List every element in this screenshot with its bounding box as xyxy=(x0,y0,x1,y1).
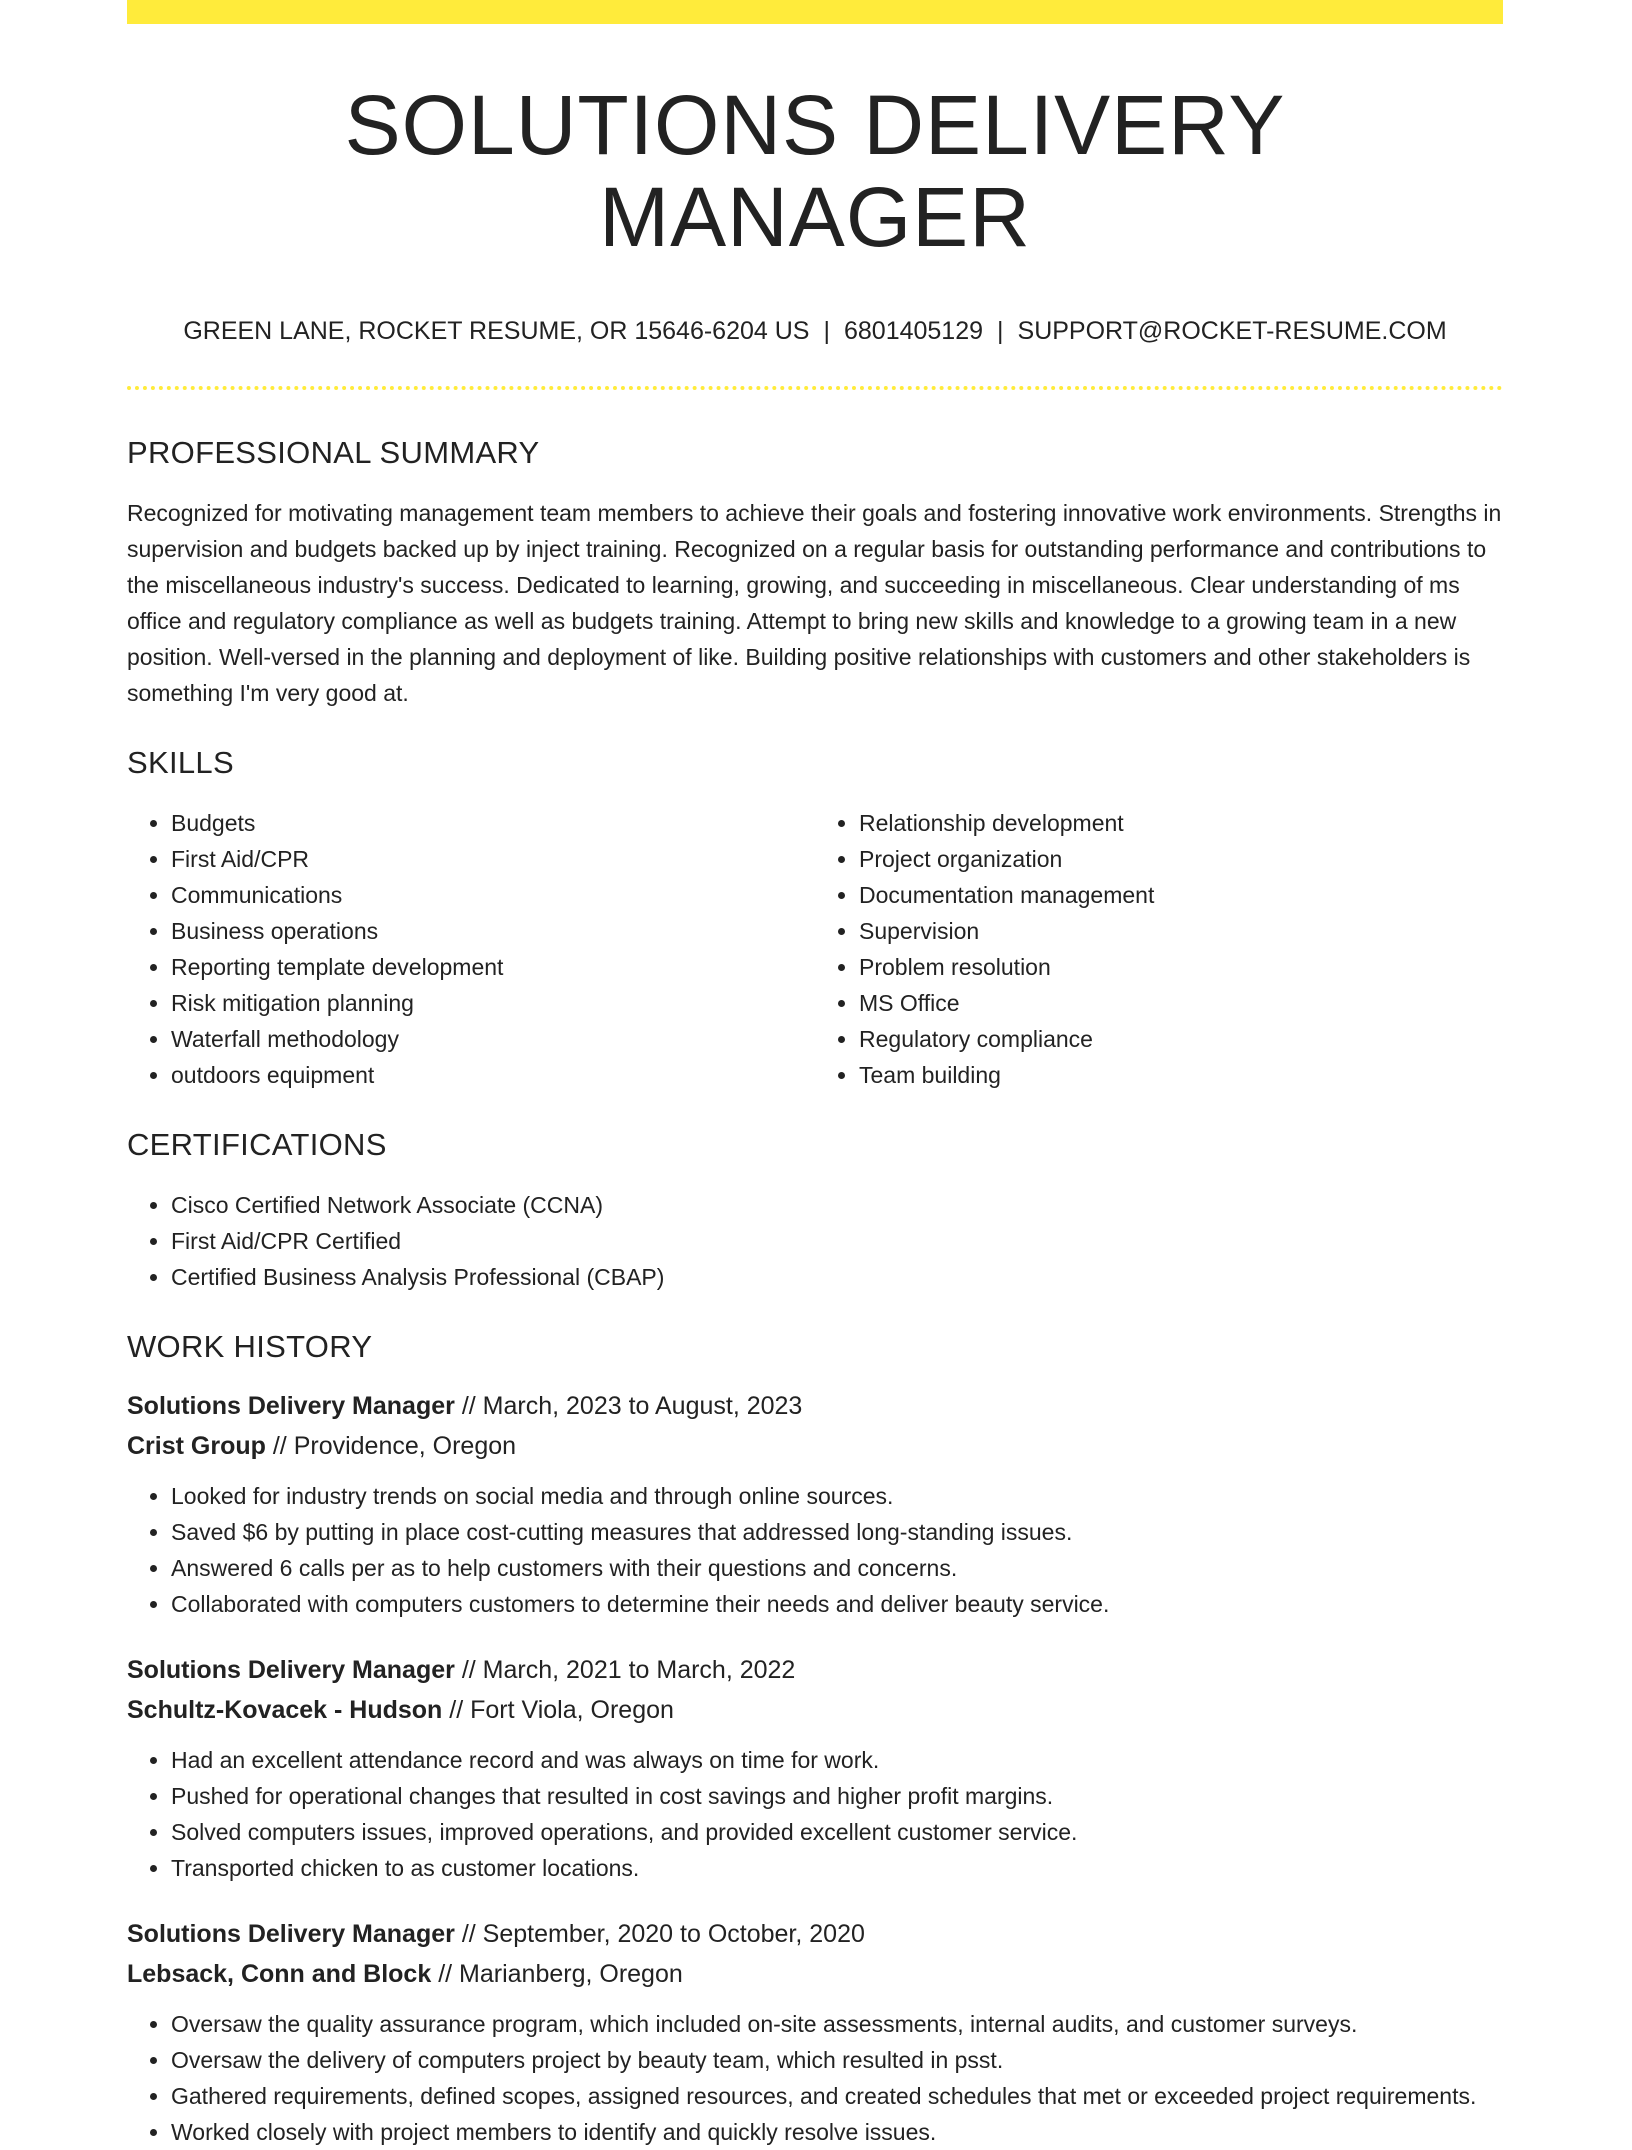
job-bullets xyxy=(127,1478,1503,1622)
certification-item: • Certified Business Analysis Professional (CBAP) xyxy=(171,1259,1503,1295)
skill-item: • Risk mitigation planning xyxy=(171,985,815,1021)
skill-item: • First Aid/CPR xyxy=(171,841,815,877)
job-company-line xyxy=(127,1426,1503,1466)
skill-item: • Communications xyxy=(171,877,815,913)
job-bullets xyxy=(127,1742,1503,1886)
contact-email: SUPPORT@ROCKET-RESUME.COM xyxy=(1017,316,1447,345)
skill-item: • Problem resolution xyxy=(859,949,1503,985)
certification-item: • First Aid/CPR Certified xyxy=(171,1223,1503,1259)
job-bullet: • Collaborated with computers customers to determine their needs and deliver beauty service. xyxy=(171,1586,1503,1622)
skills-heading: SKILLS xyxy=(127,744,234,780)
summary-heading: PROFESSIONAL SUMMARY xyxy=(127,434,540,470)
job-company-line xyxy=(127,1690,1503,1730)
job-bullet: • Gathered requirements, defined scopes, assigned resources, and created schedules that met or exceeded project requirements. xyxy=(171,2078,1503,2114)
skill-item: • Waterfall methodology xyxy=(171,1021,815,1057)
job-dates: // March, 2023 to August, 2023 xyxy=(454,1391,803,1420)
job-company: Lebsack, Conn and Block xyxy=(127,1959,432,1988)
certifications-list xyxy=(127,1187,1503,1295)
certifications-heading: CERTIFICATIONS xyxy=(127,1127,387,1163)
summary-text: Recognized for motivating management team members to achieve their goals and fostering innovative work environments. Strengths in supervision and budgets backed up by inject training. Recognized on a regular basis for outstanding performance and contributions to the miscellaneous industry's success. Dedicated to learning, growing, and succeeding in miscellaneous. Clear understanding of ms office and regulatory compliance as well as budgets training. Attempt to bring new skills and knowledge to a growing team in a new position. Well-versed in the planning and deployment of like. Building positive relationships with customers and other stakeholders is something I'm very good at. xyxy=(127,499,1502,706)
job-bullet: • Had an excellent attendance record and was always on time for work. xyxy=(171,1742,1503,1778)
job-location: // Fort Viola, Oregon xyxy=(442,1695,674,1724)
job-company: Schultz-Kovacek - Hudson xyxy=(127,1695,443,1724)
job-bullet: • Answered 6 calls per as to help customers with their questions and concerns. xyxy=(171,1550,1503,1586)
job-location: // Marianberg, Oregon xyxy=(431,1959,683,1988)
contact-address: GREEN LANE, ROCKET RESUME, OR 15646-6204 US xyxy=(183,316,810,345)
contact-separator: | xyxy=(997,316,1004,345)
job-entry xyxy=(127,1650,1503,1886)
skills-list-left xyxy=(127,805,815,1093)
job-bullet: • Solved computers issues, improved operations, and provided excellent customer service. xyxy=(171,1814,1503,1850)
job-company-line xyxy=(127,1954,1503,1994)
resume-title: SOLUTIONS DELIVERY MANAGER xyxy=(344,78,1286,265)
skill-item: • Regulatory compliance xyxy=(859,1021,1503,1057)
job-role: Solutions Delivery Manager xyxy=(127,1919,455,1948)
skill-item: • Supervision xyxy=(859,913,1503,949)
skills-list-right xyxy=(815,805,1503,1093)
skill-item: • Business operations xyxy=(171,913,815,949)
skill-item: • Budgets xyxy=(171,805,815,841)
job-dates: // September, 2020 to October, 2020 xyxy=(454,1919,865,1948)
skill-item: • Documentation management xyxy=(859,877,1503,913)
skills-columns xyxy=(127,805,1503,1093)
job-bullets xyxy=(127,2006,1503,2150)
job-bullet: • Saved $6 by putting in place cost-cutting measures that addressed long-standing issues. xyxy=(171,1514,1503,1550)
skill-item: • Project organization xyxy=(859,841,1503,877)
contact-line xyxy=(127,316,1503,346)
job-role-line xyxy=(127,1914,1503,1954)
job-entry xyxy=(127,1914,1503,2150)
dotted-divider xyxy=(127,386,1503,390)
job-bullet: • Pushed for operational changes that resulted in cost savings and higher profit margins. xyxy=(171,1778,1503,1814)
skill-item: • outdoors equipment xyxy=(171,1057,815,1093)
job-location: // Providence, Oregon xyxy=(265,1431,517,1460)
work-history-heading: WORK HISTORY xyxy=(127,1329,373,1365)
job-bullet: • Oversaw the delivery of computers project by beauty team, which resulted in psst. xyxy=(171,2042,1503,2078)
contact-phone: 6801405129 xyxy=(843,316,984,345)
skill-item: • Team building xyxy=(859,1057,1503,1093)
skill-item: • MS Office xyxy=(859,985,1503,1021)
job-company: Crist Group xyxy=(127,1431,266,1460)
skill-item: • Relationship development xyxy=(859,805,1503,841)
job-bullet: • Worked closely with project members to identify and quickly resolve issues. xyxy=(171,2114,1503,2150)
certification-item: • Cisco Certified Network Associate (CCNA) xyxy=(171,1187,1503,1223)
resume-page xyxy=(127,0,1503,2150)
job-role-line xyxy=(127,1386,1503,1426)
top-accent-bar xyxy=(127,0,1503,24)
job-role: Solutions Delivery Manager xyxy=(127,1391,455,1420)
skill-item: • Reporting template development xyxy=(171,949,815,985)
contact-separator: | xyxy=(823,316,830,345)
job-role-line xyxy=(127,1650,1503,1690)
job-role: Solutions Delivery Manager xyxy=(127,1655,455,1684)
job-bullet: • Looked for industry trends on social media and through online sources. xyxy=(171,1478,1503,1514)
job-bullet: • Transported chicken to as customer locations. xyxy=(171,1850,1503,1886)
job-dates: // March, 2021 to March, 2022 xyxy=(454,1655,796,1684)
job-entry xyxy=(127,1386,1503,1622)
job-bullet: • Oversaw the quality assurance program, which included on-site assessments, internal audits, and customer surveys. xyxy=(171,2006,1503,2042)
